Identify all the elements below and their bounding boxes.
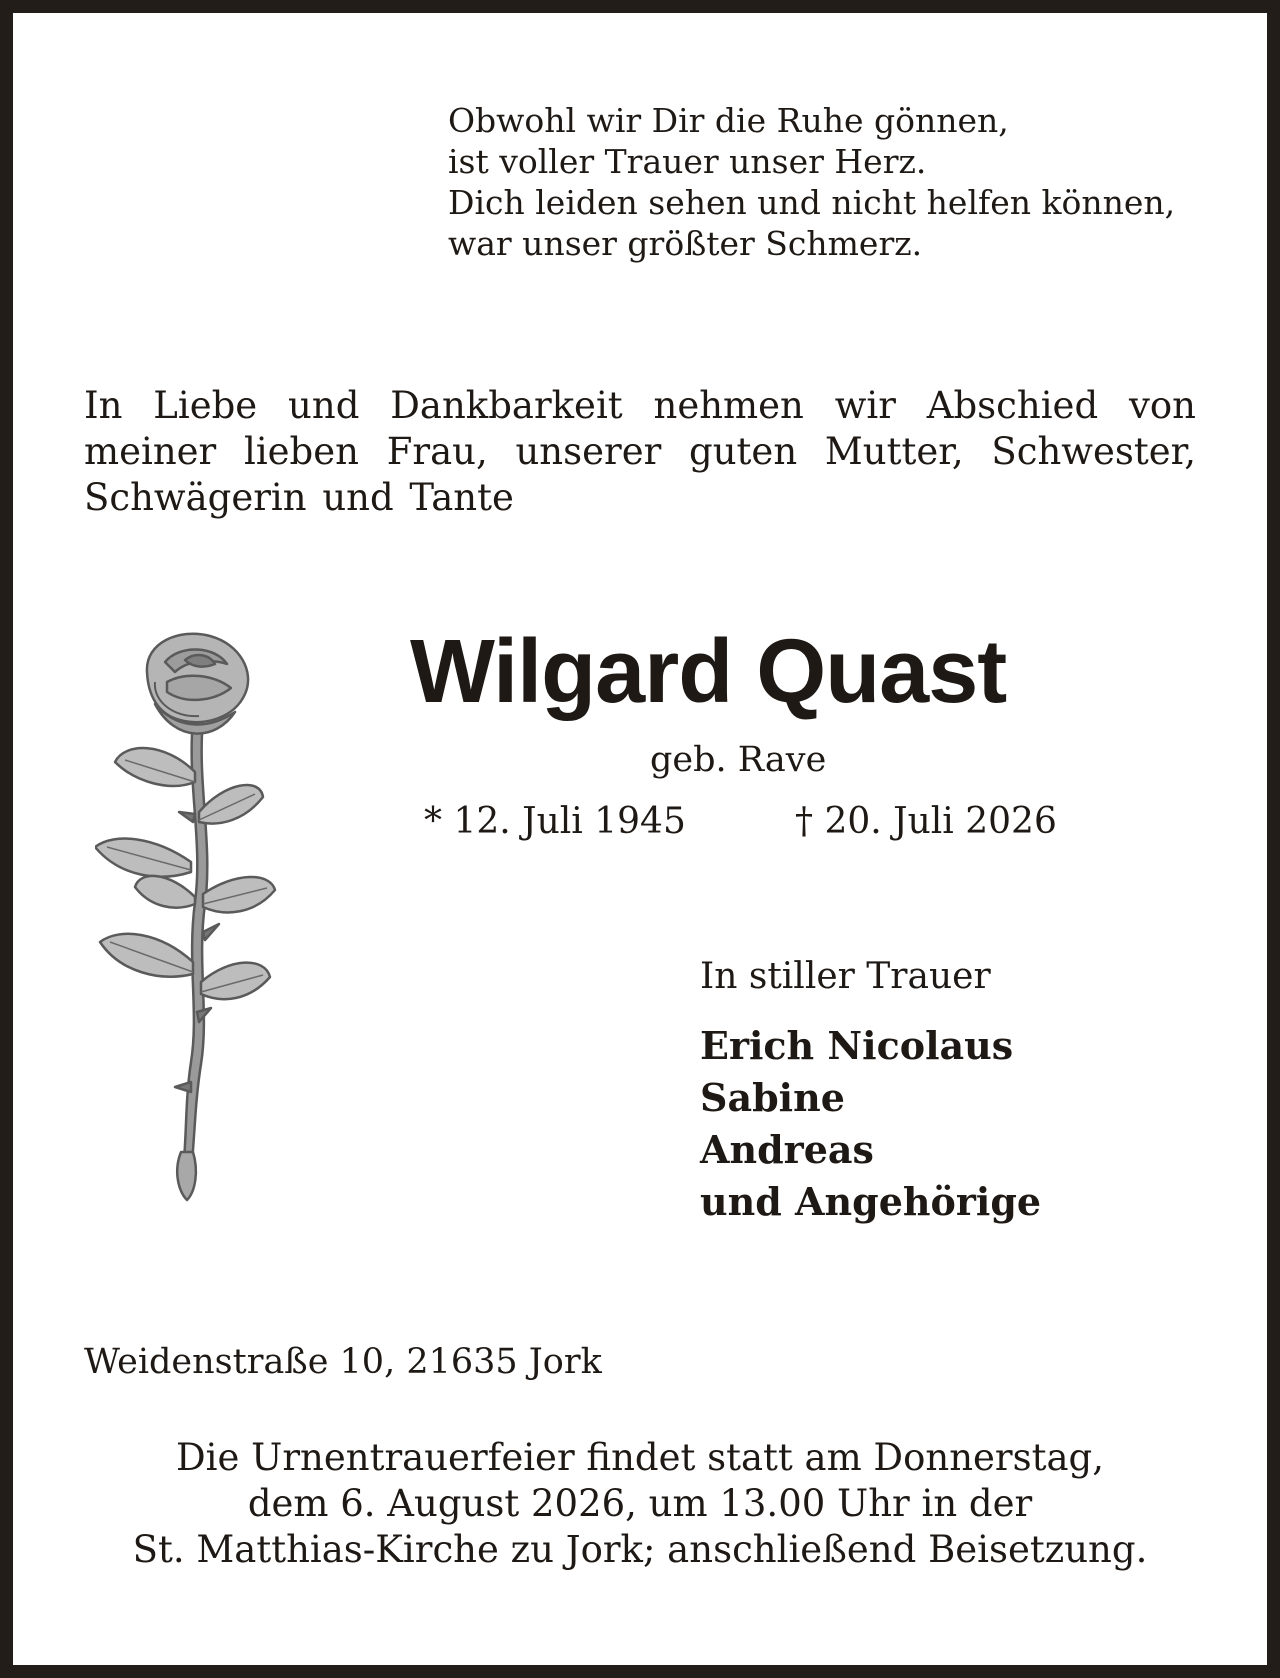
address: Weidenstraße 10, 21635 Jork (84, 1342, 602, 1382)
service-info (60, 1435, 1220, 1573)
poem-line: war unser größter Schmerz. (448, 224, 923, 263)
death-date: † 20. Juli 2026 (795, 801, 1057, 842)
mourner-name: Andreas (700, 1127, 874, 1172)
deceased-name: Wilgard Quast (410, 622, 1007, 722)
birth-date: * 12. Juli 1945 (424, 801, 686, 842)
mourner-name: Sabine (700, 1075, 845, 1120)
maiden-name: geb. Rave (650, 740, 827, 780)
mourner-name: Erich Nicolaus (700, 1023, 1014, 1068)
poem (448, 100, 1208, 264)
poem-line: Dich leiden sehen und nicht helfen können, (448, 183, 1176, 222)
poem-line: Obwohl wir Dir die Ruhe gönnen, (448, 101, 1009, 140)
poem-line: ist voller Trauer unser Herz. (448, 142, 927, 181)
mourners-label: In stiller Trauer (700, 956, 991, 997)
service-line: dem 6. August 2026, um 13.00 Uhr in der (247, 1482, 1033, 1525)
mourners-list (700, 1020, 1041, 1228)
service-line: Die Urnentrauerfeier findet statt am Donnerstag, (176, 1436, 1104, 1479)
service-line: St. Matthias-Kirche zu Jork; anschließend Beisetzung. (132, 1528, 1148, 1571)
intro-line: meiner lieben Frau, unserer guten Mutter, Schwester, (84, 430, 1196, 473)
intro-line: In Liebe und Dankbarkeit nehmen wir Abschied von (84, 384, 1196, 427)
intro-text (84, 383, 1196, 521)
intro-line: Schwägerin und Tante (84, 476, 514, 519)
mourner-name: und Angehörige (700, 1179, 1042, 1224)
rose-icon (95, 632, 285, 1212)
